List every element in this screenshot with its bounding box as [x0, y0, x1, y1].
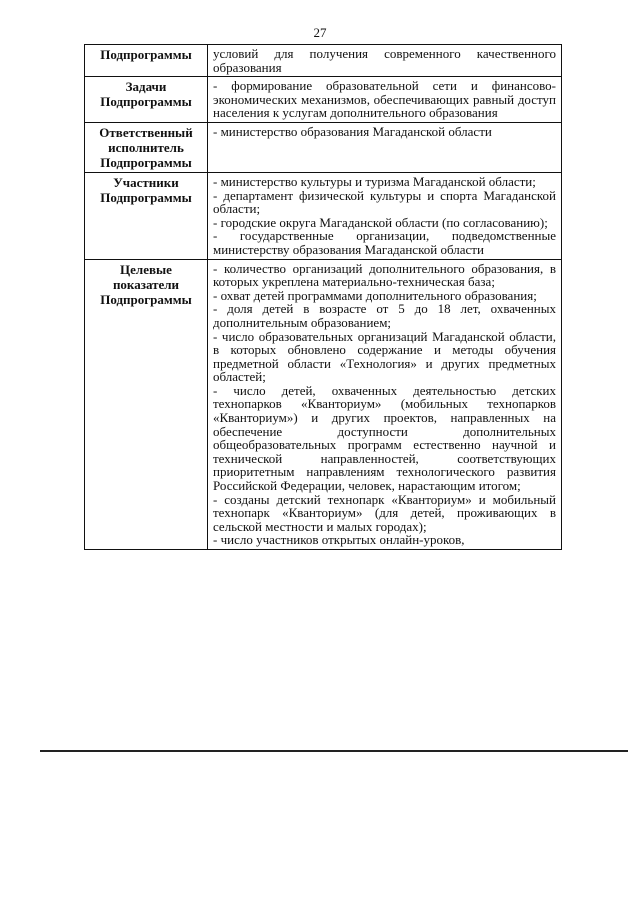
- content-line: - доля детей в возрасте от 5 до 18 лет, охваченных дополнительным образованием;: [213, 301, 556, 330]
- subprogram-passport-table: [84, 44, 562, 550]
- content-line: - министерство культуры и туризма Магаданской области;: [213, 173, 536, 189]
- row-label: Задачи Подпрограммы: [85, 77, 208, 123]
- content-line: - департамент физической культуры и спорта Магаданской области;: [213, 187, 556, 217]
- table-row: [85, 77, 562, 123]
- content-line: - количество организаций дополнительного образования, в которых укреплена материально-техническая база;: [213, 260, 556, 290]
- row-label: Участники Подпрограммы: [85, 172, 208, 259]
- content-line: - число участников открытых онлайн-уроков,: [213, 532, 465, 548]
- row-label: Ответственный исполнитель Подпрограммы: [85, 122, 208, 172]
- row-content: [208, 172, 562, 259]
- content-line: - городские округа Магаданской области (по согласованию);: [213, 214, 548, 230]
- table-row: [85, 172, 562, 259]
- content-line: - число детей, охваченных деятельностью детских технопарков «Кванториум» (мобильных технопарков «Кванториум») и других проектов, направленных на обеспечение доступности дополнительных общеобразовательных программ естественно научной и технической направленностей, соответствующих приоритетным направлениям технологического развития Российской Федерации, человек, нарастающим итогом;: [213, 382, 556, 494]
- content-line: - министерство образования Магаданской области: [213, 123, 492, 139]
- row-label: Целевые показатели Подпрограммы: [85, 259, 208, 549]
- table-row: [85, 45, 562, 77]
- content-line: - формирование образовательной сети и финансово-экономических механизмов, обеспечивающих равный доступ населения к услугам дополнительного образования: [213, 78, 556, 121]
- page-number: 27: [313, 25, 327, 40]
- row-content: [208, 77, 562, 123]
- table-row: [85, 122, 562, 172]
- row-content: [208, 259, 562, 549]
- row-label: Подпрограммы: [85, 45, 208, 77]
- footer-divider: [40, 750, 628, 752]
- content-line: - число образовательных организаций Магаданской области, в которых обновлено содержание и методы обучения предметной области «Технология» и других предметных областей;: [213, 328, 556, 385]
- content-line: - государственные организации, подведомственные министерству образования Магаданской области: [213, 228, 556, 257]
- content-line: - охват детей программами дополнительного образования;: [213, 287, 537, 303]
- row-content: [208, 122, 562, 172]
- row-content: [208, 45, 562, 77]
- table-row: [85, 259, 562, 549]
- content-line: - созданы детский технопарк «Кванториум» и мобильный технопарк «Кванториум» (для детей, проживающих в сельской местности и малых городах);: [213, 491, 556, 534]
- content-line: условий для получения современного качественного образования: [213, 46, 556, 75]
